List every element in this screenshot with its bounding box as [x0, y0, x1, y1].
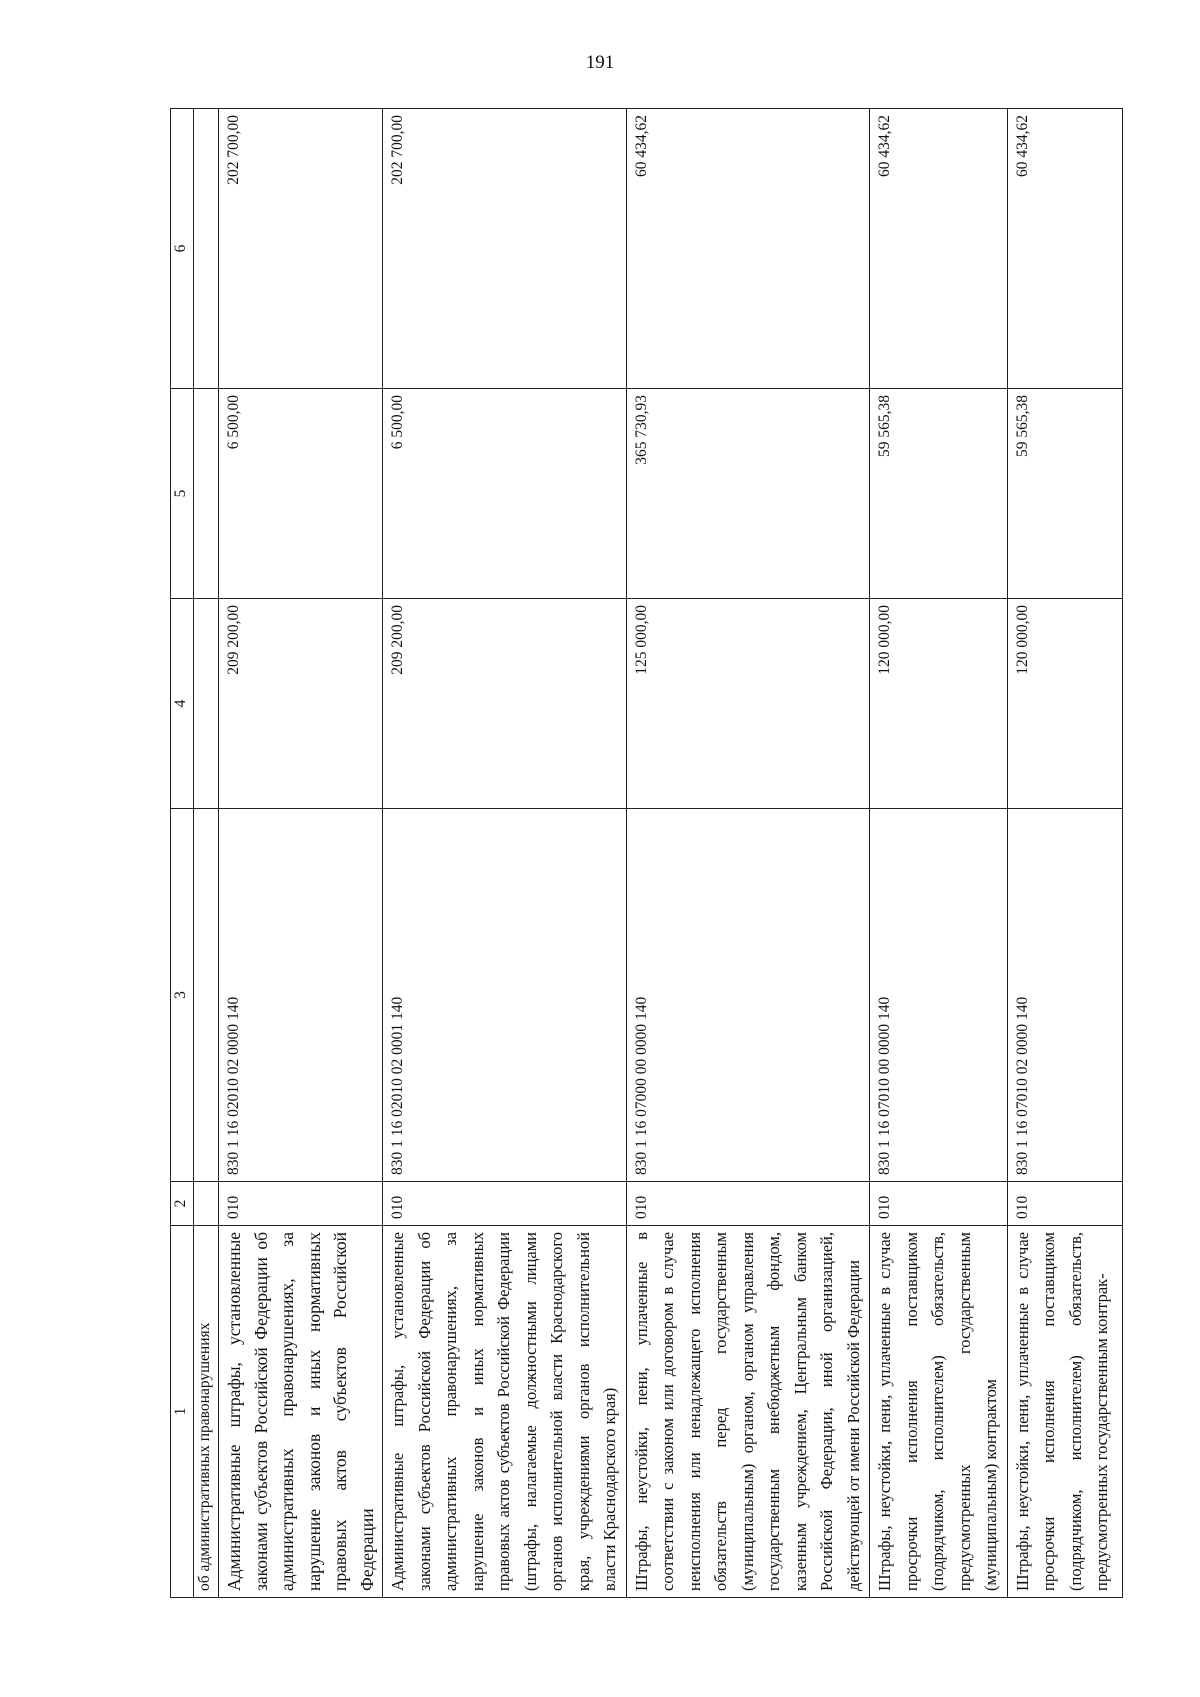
row-col6-value: 60 434,62 — [870, 109, 1008, 389]
table-row — [219, 109, 383, 1598]
row-col6-value: 60 434,62 — [1007, 109, 1122, 389]
header-col-4: 4 — [171, 599, 194, 809]
row-budget-code: 830 1 16 07010 02 0000 140 — [1007, 809, 1122, 1182]
table-row — [383, 109, 627, 1598]
continuation-text: об административных правонарушениях — [194, 1226, 219, 1598]
rotated-table-container — [170, 109, 1111, 1598]
page-number: 191 — [585, 52, 615, 73]
header-col-1: 1 — [171, 1226, 194, 1598]
row-budget-code: 830 1 16 07010 00 0000 140 — [870, 809, 1008, 1182]
row-line-code: 010 — [626, 1182, 870, 1226]
header-col-6: 6 — [171, 109, 194, 389]
row-description: Штрафы, неустойки, пени, уплаченные в случае просрочки исполнения поставщиком (подрядчиком, исполнителем) обязательств, предусмотренных государственным (муниципальным) контрактом — [870, 1226, 1008, 1598]
row-col5-value: 59 565,38 — [1007, 389, 1122, 599]
table-row — [870, 109, 1008, 1598]
table-row — [1007, 109, 1122, 1598]
row-col5-value: 59 565,38 — [870, 389, 1008, 599]
row-line-code: 010 — [219, 1182, 383, 1226]
row-description: Административные штрафы, установленные законами субъектов Российской Федерации об административных правонарушениях, за нарушение законов и иных нормативных правовых актов субъектов Российской Федерации (штрафы, налагаемые должностными лицами органов исполнительной власти Краснодарского края, учреждениями органов исполнительной власти Краснодарского края) — [383, 1226, 627, 1598]
row-col4-value: 120 000,00 — [870, 599, 1008, 809]
row-col5-value: 6 500,00 — [383, 389, 627, 599]
row-col4-value: 209 200,00 — [383, 599, 627, 809]
header-row — [171, 109, 194, 1598]
row-line-code: 010 — [383, 1182, 627, 1226]
row-col6-value: 202 700,00 — [219, 109, 383, 389]
row-budget-code: 830 1 16 02010 02 0000 140 — [219, 809, 383, 1182]
row-col4-value: 209 200,00 — [219, 599, 383, 809]
row-line-code: 010 — [870, 1182, 1008, 1226]
row-budget-code: 830 1 16 07000 00 0000 140 — [626, 809, 870, 1182]
row-line-code: 010 — [1007, 1182, 1122, 1226]
row-description: Штрафы, неустойки, пени, уплаченные в соответствии с законом или договором в случае неисполнения или ненадлежащего исполнения обязательств перед государственным (муниципальным) органом, органом управления государственным внебюджетным фондом, казенным учреждением, Центральным банком Российской Федерации, иной организацией, действующей от имени Российской Федерации — [626, 1226, 870, 1598]
table-row — [626, 109, 870, 1598]
header-col-5: 5 — [171, 389, 194, 599]
report-table — [170, 108, 1123, 1598]
header-col-2: 2 — [171, 1182, 194, 1226]
row-description: Штрафы, неустойки, пени, уплаченные в случае просрочки исполнения поставщиком (подрядчиком, исполнителем) обязательств, предусмотренных государственным контрак- — [1007, 1226, 1122, 1598]
row-col6-value: 60 434,62 — [626, 109, 870, 389]
row-description: Административные штрафы, установленные законами субъектов Российской Федерации об административных правонарушениях, за нарушение законов и иных нормативных правовых актов субъектов Российской Федерации — [219, 1226, 383, 1598]
row-col5-value: 365 730,93 — [626, 389, 870, 599]
row-col5-value: 6 500,00 — [219, 389, 383, 599]
header-col-3: 3 — [171, 809, 194, 1182]
row-col4-value: 120 000,00 — [1007, 599, 1122, 809]
table-row-continuation — [194, 109, 219, 1598]
row-col4-value: 125 000,00 — [626, 599, 870, 809]
row-col6-value: 202 700,00 — [383, 109, 627, 389]
row-budget-code: 830 1 16 02010 02 0001 140 — [383, 809, 627, 1182]
